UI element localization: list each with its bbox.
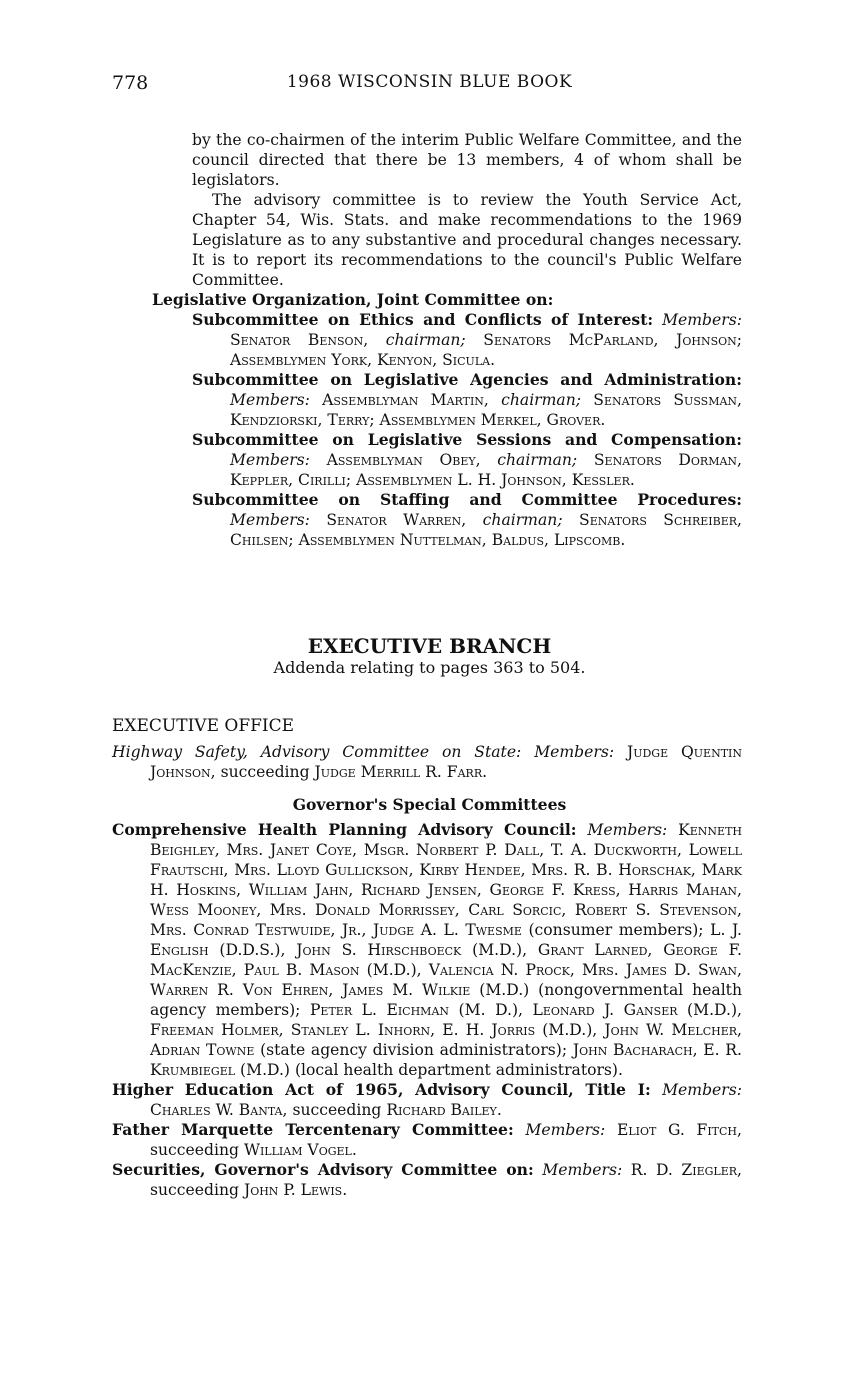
member-note: (M.D.), [366,961,422,979]
succeeding-text: succeeding [150,1141,239,1159]
committee-entry-marquette [112,1120,742,1160]
member-note: (M.D.) (nongovernmental health agency members); [150,981,742,1019]
committee-entry-health-planning [112,820,742,1080]
succeeding-text: succeeding [150,1181,239,1199]
member-names: Leonard J. Ganser [532,1001,678,1019]
chairman-label: chairman; [482,511,563,529]
member-names: William Vogel. [243,1141,357,1159]
committee-entry-higher-education [112,1080,742,1120]
member-names: Senator Warren, [326,511,467,529]
member-names: John S. Hirschboeck [296,941,462,959]
member-names: Senators McParland, Johnson; Assemblymen York, Kenyon, Sicula. [230,331,743,369]
subcommittee-entry [192,310,742,370]
member-note: (state agency division administrators); [260,1041,568,1059]
member-names: L. J. English [150,921,742,959]
member-names: John P. Lewis. [243,1181,348,1199]
intro-paragraph-1: by the co-chairmen of the interim Public Welfare Committee, and the council directed that there be 13 members, 4 of whom shall be legislators. [192,131,742,189]
subcommittee-name: Subcommittee on Legislative Sessions and Compensation: [192,430,742,449]
subcommittee-entry [192,490,742,550]
subcommittee-entry [192,430,742,490]
members-label: Members: [525,1121,606,1139]
members-label: Members: [542,1161,623,1179]
chairman-label: chairman; [501,391,582,409]
governors-committees-block [112,820,742,1200]
governors-special-committees-heading: Governor's Special Committees [292,795,567,814]
member-names: Senators Schreiber, Chilsen; Assemblymen Nuttelman, Baldus, Lipscomb. [230,511,742,549]
member-names: Senator Benson, [230,331,369,349]
members-label: Members: [534,743,615,761]
chairman-label: chairman; [497,451,578,469]
members-label: Members: [587,821,668,839]
member-note: (consumer members); [528,921,704,939]
legislative-org-section [152,290,742,550]
page-number: 778 [112,72,149,94]
members-label: Members: [230,391,310,409]
committee-entry-securities [112,1160,742,1200]
highway-safety-entry [112,742,742,782]
member-names: John Bacharach, E. R. Krumbiegel [150,1041,742,1079]
succeeding-text: succeeding [292,1101,382,1119]
member-note: (M. D.), [458,1001,524,1019]
section-title: EXECUTIVE BRANCH [307,634,552,658]
intro-block [192,130,742,290]
intro-paragraph-2: The advisory committee is to review the Youth Service Act, Chapter 54, Wis. Stats. and make recommendations to the 1969 Legislature as to any substantive and procedural changes necessary. It is to report its recommendations to the council's Public Welfare Committee. [192,191,742,289]
committee-name: Securities, Governor's Advisory Committee on: [112,1160,534,1179]
subcommittee-entry [192,370,742,430]
executive-office-heading: EXECUTIVE OFFICE [112,716,295,736]
members-label: Members: [662,1081,742,1099]
member-names: Grant Larned, George F. MacKenzie, Paul B. Mason [150,941,743,979]
member-names: Charles W. Banta, [150,1101,288,1119]
member-names: Valencia N. Prock, Mrs. James D. Swan, Warren R. Von Ehren, James M. Wilkie [150,961,743,999]
member-names: Senators Sussman, Kendziorski, Terry; Assemblymen Merkel, Grover. [230,391,742,429]
committee-name: Highway Safety, Advisory Committee on State: [112,743,522,761]
member-note: (M.D.), [687,1001,742,1019]
committee-name: Comprehensive Health Planning Advisory Council: [112,820,577,839]
member-names: Freeman Holmer, Stanley L. Inhorn, E. H. Jorris [150,1021,536,1039]
member-names: Assemblyman Obey, [326,451,481,469]
committee-name: Higher Education Act of 1965, Advisory Council, Title I: [112,1080,651,1099]
chairman-label: chairman; [385,331,466,349]
member-names: Judge Merrill R. Farr. [314,763,488,781]
member-names: Senators Dorman, Keppler, Cirilli; Assemblymen L. H. Johnson, Kessler. [230,451,742,489]
member-names: Eliot G. Fitch, [616,1121,742,1139]
member-names: Richard Bailey. [386,1101,502,1119]
subcommittee-name: Subcommittee on Legislative Agencies and Administration: [192,370,742,389]
subcommittee-name: Subcommittee on Staffing and Committee Procedures: [192,490,742,509]
member-note: (M.D.), [472,941,528,959]
member-names: Kenneth Beighley, Mrs. Janet Coye, Msgr. Norbert P. Dall, T. A. Duckworth, Lowell Frautschi, Mrs. Lloyd Gullickson, Kirby Hendee, Mrs. R. B. Horschak, Mark H. Hoskins, William Jahn, Richard Jensen, George F. Kress, Harris Mahan, Wess Mooney, Mrs. Donald Morrissey, Carl Sorcic, Robert S. Stevenson, Mrs. Conrad Testwuide, Jr., Judge A. L. Twesme [150,821,742,939]
member-names: R. D. Ziegler, [630,1161,742,1179]
member-names: John W. Melcher, Adrian Towne [150,1021,742,1059]
members-label: Members: [662,311,742,329]
running-head: 1968 WISCONSIN BLUE BOOK [286,72,573,92]
member-note: (D.D.S.), [219,941,286,959]
section-subtitle: Addenda relating to pages 363 to 504. [273,658,586,677]
member-names: Peter L. Eichman [309,1001,450,1019]
member-note: (M.D.) (local health department administrators). [240,1061,623,1079]
member-names: Judge Quentin Johnson, [150,743,743,781]
members-label: Members: [230,451,310,469]
member-names: Assemblyman Martin, [322,391,489,409]
members-label: Members: [230,511,310,529]
succeeding-text: succeeding [220,763,310,781]
committee-name: Father Marquette Tercentenary Committee: [112,1120,514,1139]
subcommittee-name: Subcommittee on Ethics and Conflicts of Interest: [192,310,654,329]
member-note: (M.D.), [542,1021,598,1039]
legislative-org-heading: Legislative Organization, Joint Committee on: [152,290,554,309]
